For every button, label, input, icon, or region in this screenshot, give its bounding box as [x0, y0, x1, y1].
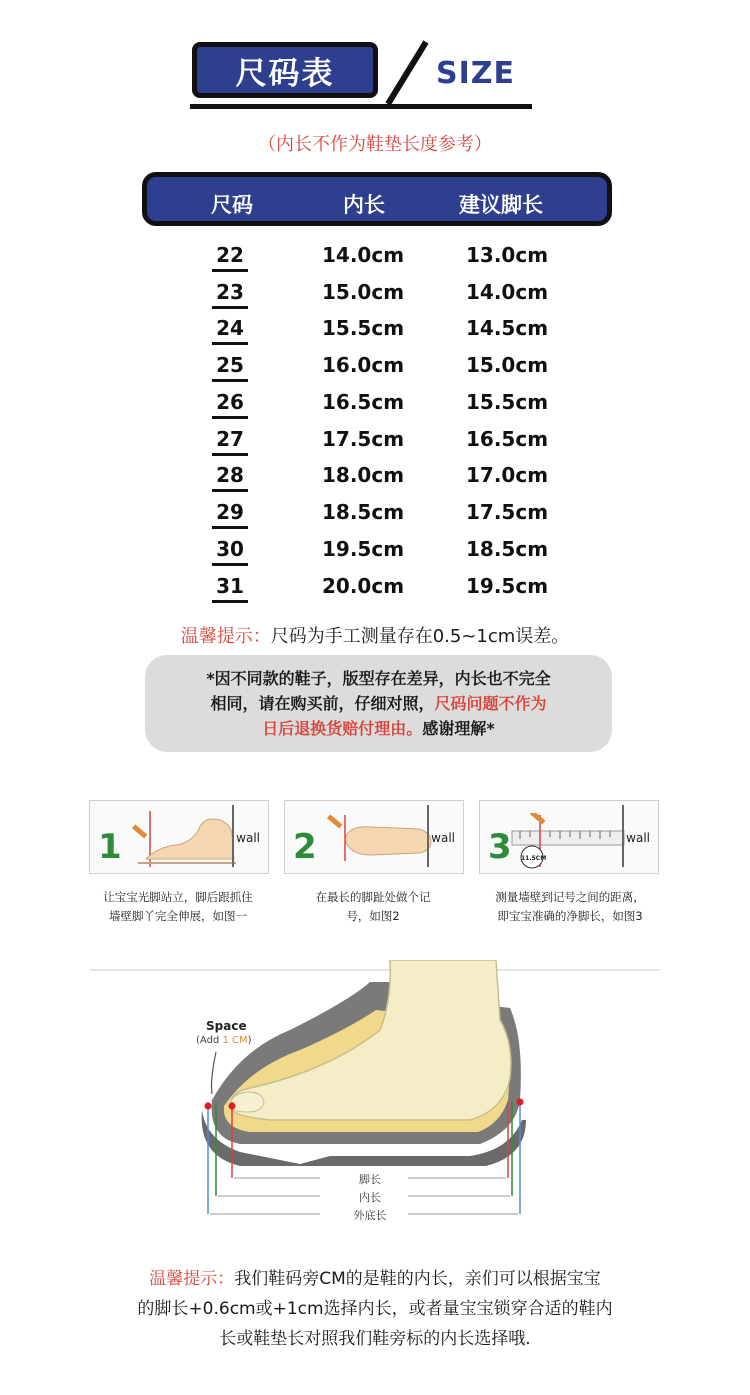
caption-line: 即宝宝准确的净脚长，如图3 — [497, 909, 643, 923]
row-foot-length: 16.5cm — [466, 427, 549, 451]
caption-line: 墙壁脚丫完全伸展，如图一 — [109, 909, 247, 923]
step-number: 1 — [98, 827, 122, 867]
size-chart-title: 尺码表 — [192, 42, 378, 98]
row-inner-length: 20.0cm — [322, 574, 405, 598]
subtitle: （内长不作为鞋垫长度参考） — [258, 134, 492, 155]
space-add-label — [196, 1035, 252, 1046]
foot-length-label: 脚长 — [359, 1173, 381, 1186]
tip-text: 我们鞋码旁CM的是鞋的内长，亲们可以根据宝宝 — [234, 1269, 601, 1289]
wall-label: wall — [431, 831, 455, 845]
notice-text: 感谢理解* — [422, 719, 495, 738]
row-size: 28 — [212, 463, 248, 492]
outsole-length-label: 外底长 — [353, 1209, 387, 1222]
step-3-illustration — [479, 800, 659, 874]
ruler-reading: 11.5CM — [521, 855, 547, 862]
row-size: 24 — [212, 316, 248, 345]
table-row — [0, 500, 750, 537]
row-inner-length: 15.5cm — [322, 316, 405, 340]
row-foot-length: 17.0cm — [466, 463, 549, 487]
row-size: 30 — [212, 537, 248, 566]
row-inner-length: 18.5cm — [322, 500, 405, 524]
foot-mark-icon — [323, 813, 433, 863]
notice-line — [145, 691, 612, 716]
caption-line: 让宝宝光脚站立，脚后跟抓住 — [103, 890, 253, 904]
tip-text: 尺码为手工测量存在0.5~1cm误差。 — [270, 626, 570, 647]
notice-box — [145, 655, 612, 752]
caption-line: 号，如图2 — [346, 909, 400, 923]
table-header — [142, 172, 612, 226]
tip-line — [0, 1264, 750, 1294]
tip-line: 的脚长+0.6cm或+1cm选择内长，或者量宝宝锁穿合适的鞋内 — [137, 1299, 613, 1319]
row-foot-length: 17.5cm — [466, 500, 549, 524]
table-row — [0, 243, 750, 280]
space-add-suffix: ) — [247, 1035, 252, 1046]
wall-line — [232, 805, 234, 867]
row-size: 23 — [212, 280, 248, 309]
notice-line — [145, 716, 612, 741]
space-add-prefix: (Add — [196, 1035, 223, 1046]
step-2-illustration — [284, 800, 464, 874]
row-inner-length: 16.0cm — [322, 353, 405, 377]
step-number: 2 — [293, 827, 317, 867]
wall-label: wall — [626, 831, 650, 845]
tip-label: 温馨提示： — [149, 1269, 235, 1289]
notice-warning: 日后退换货赔付理由。 — [262, 719, 423, 738]
table-row — [0, 353, 750, 390]
step-2-caption — [284, 888, 462, 926]
notice-warning: 尺码问题不作为 — [434, 694, 547, 713]
row-size: 22 — [212, 243, 248, 272]
row-size: 31 — [212, 574, 248, 603]
wall-line — [622, 805, 624, 867]
step-3-caption — [478, 888, 662, 926]
title-underline — [190, 104, 532, 109]
tip-line: 长或鞋垫长对照我们鞋旁标的内长选择哦. — [219, 1329, 531, 1349]
space-label: Space — [206, 1019, 247, 1033]
row-foot-length: 14.0cm — [466, 280, 549, 304]
row-inner-length: 16.5cm — [322, 390, 405, 414]
table-row — [0, 537, 750, 574]
row-foot-length: 14.5cm — [466, 316, 549, 340]
wall-line — [427, 805, 429, 867]
notice-line: *因不同款的鞋子，版型存在差异，内长也不完全 — [206, 669, 551, 688]
step-1-illustration — [89, 800, 269, 874]
row-foot-length: 15.0cm — [466, 353, 549, 377]
row-foot-length: 19.5cm — [466, 574, 549, 598]
row-inner-length: 14.0cm — [322, 243, 405, 267]
row-size: 27 — [212, 427, 248, 456]
row-inner-length: 19.5cm — [322, 537, 405, 561]
table-row — [0, 574, 750, 611]
row-foot-length: 18.5cm — [466, 537, 549, 561]
size-label: SIZE — [436, 56, 516, 91]
row-size: 29 — [212, 500, 248, 529]
measurement-tip — [0, 622, 750, 648]
tip-label: 温馨提示： — [180, 626, 271, 647]
space-add-value: 1 CM — [222, 1035, 248, 1046]
inner-length-label: 内长 — [359, 1191, 381, 1204]
table-row — [0, 280, 750, 317]
table-row — [0, 316, 750, 353]
row-inner-length: 17.5cm — [322, 427, 405, 451]
step-1-caption — [80, 888, 276, 926]
row-size: 25 — [212, 353, 248, 382]
row-foot-length: 15.5cm — [466, 390, 549, 414]
table-row — [0, 427, 750, 464]
row-inner-length: 15.0cm — [322, 280, 405, 304]
row-inner-length: 18.0cm — [322, 463, 405, 487]
column-size: 尺码 — [211, 193, 253, 217]
column-foot-length: 建议脚长 — [459, 193, 543, 217]
notice-text: 相同，请在购买前，仔细对照， — [210, 694, 435, 713]
slash-divider — [380, 38, 440, 110]
column-inner-length: 内长 — [343, 193, 385, 217]
caption-line: 测量墙壁到记号之间的距离， — [495, 890, 645, 904]
caption-line: 在最长的脚趾处做个记 — [315, 890, 431, 904]
table-row — [0, 463, 750, 500]
row-size: 26 — [212, 390, 248, 419]
row-foot-length: 13.0cm — [466, 243, 549, 267]
step-number: 3 — [488, 827, 512, 867]
foot-standing-icon — [128, 809, 238, 869]
wall-label: wall — [236, 831, 260, 845]
table-row — [0, 390, 750, 427]
size-selection-tip — [0, 1264, 750, 1354]
